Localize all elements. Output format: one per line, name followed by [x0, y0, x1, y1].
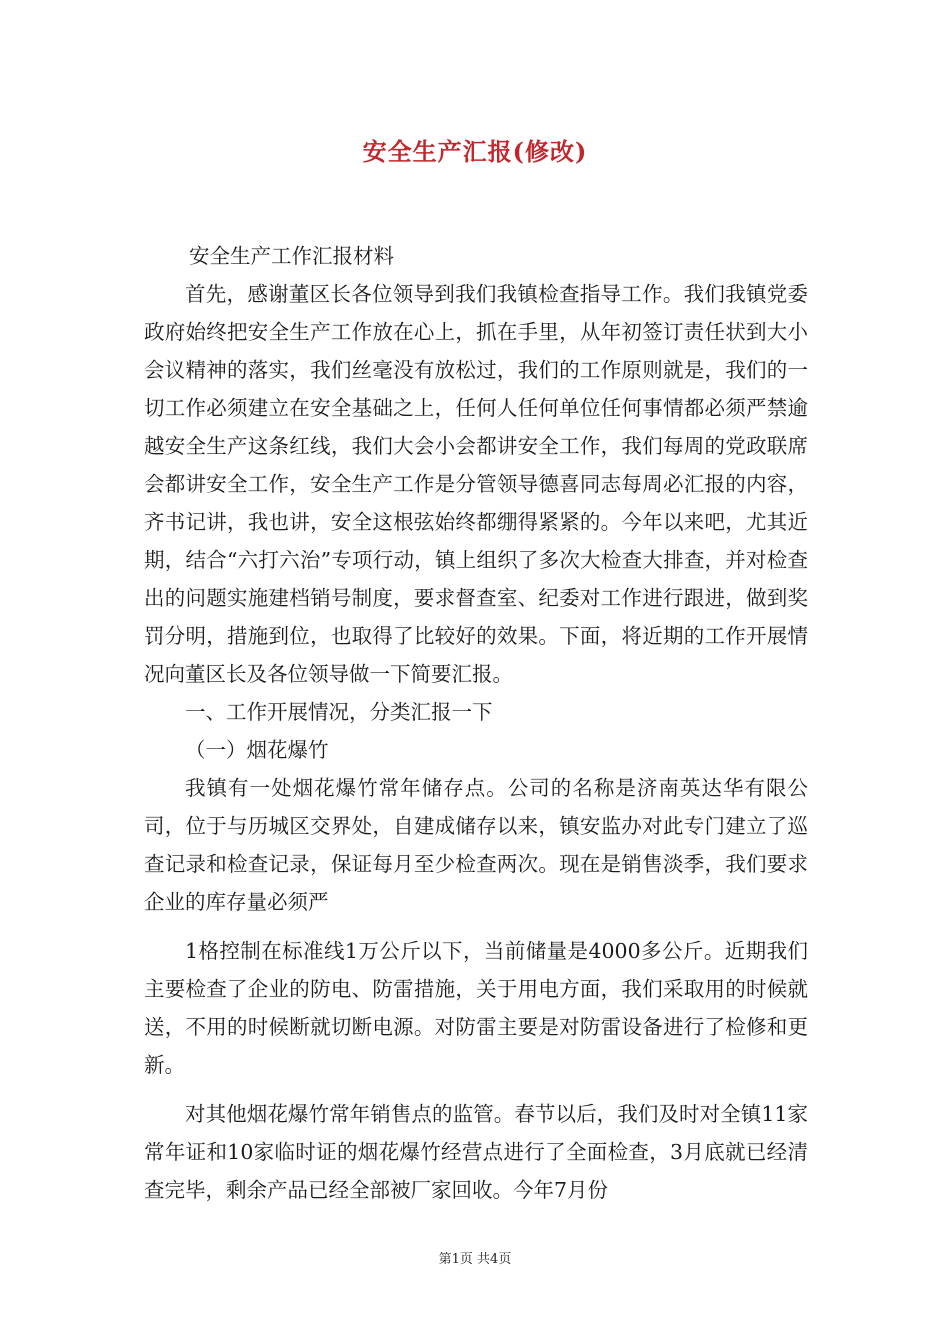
paragraph: 对其他烟花爆竹常年销售点的监管。春节以后，我们及时对全镇11家常年证和10家临时证的烟花爆竹经营点进行了全面检查，3月底就已经清查完毕，剩余产品已经全部被厂家回收。今年7月份	[144, 1102, 808, 1202]
paragraph: 1格控制在标准线1万公斤以下，当前储量是4000多公斤。近期我们主要检查了企业的防电、防雷措施，关于用电方面，我们采取用的时候就送，不用的时候断就切断电源。对防雷主要是对防雷设备进行了检修和更新。	[144, 939, 808, 1077]
document-body	[144, 237, 808, 1209]
section-heading: 一、工作开展情况，分类汇报一下	[185, 700, 493, 724]
subsection-heading: （一）烟花爆竹	[185, 738, 329, 762]
subtitle: 安全生产工作汇报材料	[189, 244, 394, 268]
page-number: 第1页 共4页	[438, 1252, 512, 1267]
document-title: 安全生产汇报(修改)	[362, 137, 588, 166]
paragraph: 我镇有一处烟花爆竹常年储存点。公司的名称是济南英达华有限公司，位于与历城区交界处，自建成储存以来，镇安监办对此专门建立了巡查记录和检查记录，保证每月至少检查两次。现在是销售淡季，我们要求企业的库存量必须严	[144, 776, 808, 914]
paragraph: 首先，感谢董区长各位领导到我们我镇检查指导工作。我们我镇党委政府始终把安全生产工作放在心上，抓在手里，从年初签订责任状到大小会议精神的落实，我们丝毫没有放松过，我们的工作原则就是，我们的一切工作必须建立在安全基础之上，任何人任何单位任何事情都必须严禁逾越安全生产这条红线，我们大会小会都讲安全工作，我们每周的党政联席会都讲安全工作，安全生产工作是分管领导德喜同志每周必汇报的内容，齐书记讲，我也讲，安全这根弦始终都绷得紧紧的。今年以来吧，尤其近期，结合“六打六治”专项行动，镇上组织了多次大检查大排查，并对检查出的问题实施建档销号制度，要求督查室、纪委对工作进行跟进，做到奖罚分明，措施到位，也取得了比较好的效果。下面，将近期的工作开展情况向董区长及各位领导做一下简要汇报。	[144, 282, 808, 686]
